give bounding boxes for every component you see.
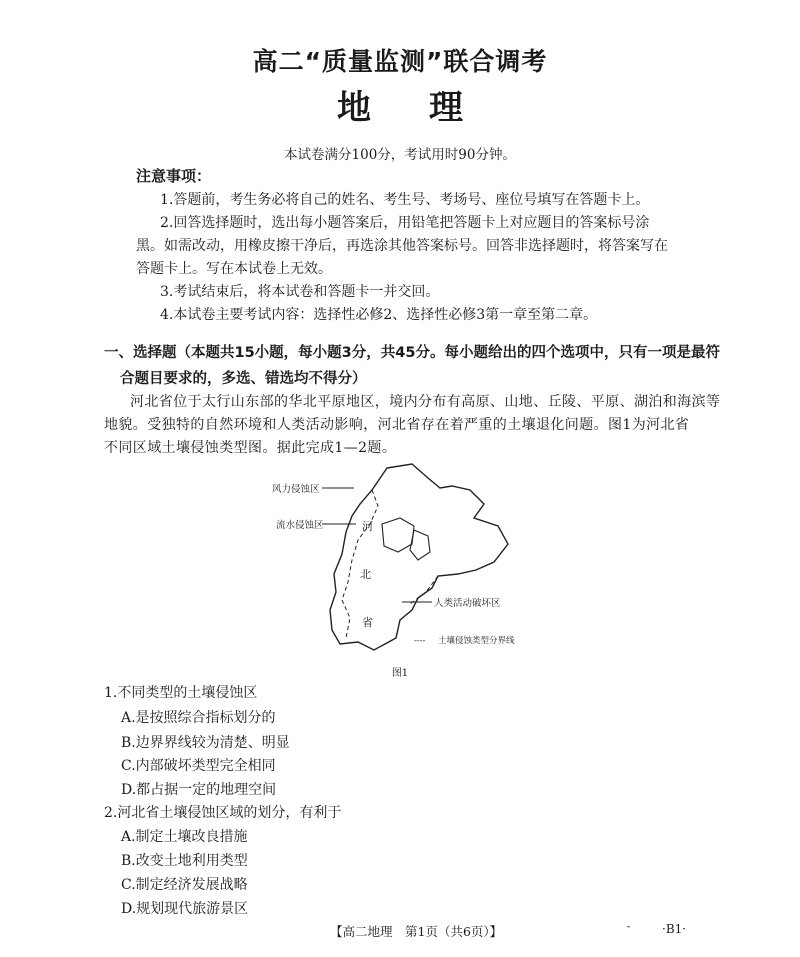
page-footer: 【高二地理 第1页（共6页）】 xyxy=(330,924,503,939)
section-heading: 一、选择题（本题共15小题，每小题3分，共45分。每小题给出的四个选项中，只有一项是最符 xyxy=(104,345,720,361)
province-char: 河 xyxy=(362,520,373,533)
question-option: D.规划现代旅游景区 xyxy=(121,901,249,917)
question-option: C.内部破坏类型完全相同 xyxy=(121,758,276,774)
label-human: 人类活动破坏区 xyxy=(434,598,501,609)
province-char: 省 xyxy=(362,616,373,629)
note-line: 4.本试卷主要考试内容：选择性必修2、选择性必修3第一章至第二章。 xyxy=(160,307,598,323)
legend-label: 土壤侵蚀类型分界线 xyxy=(438,636,515,646)
footer-mark: ˉ xyxy=(626,926,631,937)
legend-dash: ---- xyxy=(414,636,426,645)
question-option: B.边界界线较为清楚、明显 xyxy=(121,735,290,751)
note-line: 1.答题前，考生务必将自己的姓名、考生号、考场号、座位号填写在答题卡上。 xyxy=(160,192,650,208)
province-outline xyxy=(330,464,508,650)
question-option: B.改变土地利用类型 xyxy=(121,853,248,869)
note-line: 2.回答选择题时，选出每小题答案后，用铅笔把答题卡上对应题目的答案标号涂 xyxy=(160,215,650,231)
intro-line: 地貌。受独特的自然环境和人类活动影响，河北省存在着严重的土壤退化问题。图1为河北省 xyxy=(104,417,690,433)
question-option: C.制定经济发展战略 xyxy=(121,877,248,893)
exam-title: 高二“质量监测”联合调考 xyxy=(252,47,548,76)
note-line: 答题卡上。写在本试卷上无效。 xyxy=(136,261,332,277)
hebei-erosion-map xyxy=(262,460,562,660)
question-option: A.是按照综合指标划分的 xyxy=(121,710,276,726)
question-option: D.都占据一定的地理空间 xyxy=(121,782,277,798)
question-stem: 2.河北省土壤侵蚀区域的划分，有利于 xyxy=(104,805,342,821)
notes-title: 注意事项： xyxy=(136,167,212,185)
intro-line: 不同区域土壤侵蚀类型图。据此完成1—2题。 xyxy=(104,440,397,456)
exam-code: ·B1· xyxy=(662,922,687,936)
figure-caption: 图1 xyxy=(391,668,409,679)
beijing-tianjin-inset xyxy=(382,518,414,552)
note-line: 3.考试结束后，将本试卷和答题卡一并交回。 xyxy=(160,284,440,300)
intro-line: 河北省位于太行山东部的华北平原地区，境内分布有高原、山地、丘陵、平原、湖泊和海滨等 xyxy=(130,394,721,410)
tianjin-outline xyxy=(410,530,430,560)
label-water: 流水侵蚀区 xyxy=(276,520,324,531)
label-wind: 风力侵蚀区 xyxy=(272,484,320,495)
subject-title: 地理 xyxy=(337,88,521,128)
question-option: A.制定土壤改良措施 xyxy=(121,829,248,845)
section-heading-cont: 合题目要求的，多选、错选均不得分） xyxy=(120,371,367,387)
province-char: 北 xyxy=(360,568,371,581)
exam-info: 本试卷满分100分，考试用时90分钟。 xyxy=(284,147,516,163)
note-line: 黑。如需改动，用橡皮擦干净后，再选涂其他答案标号。回答非选择题时，将答案写在 xyxy=(136,238,668,254)
question-stem: 1.不同类型的土壤侵蚀区 xyxy=(104,685,258,701)
